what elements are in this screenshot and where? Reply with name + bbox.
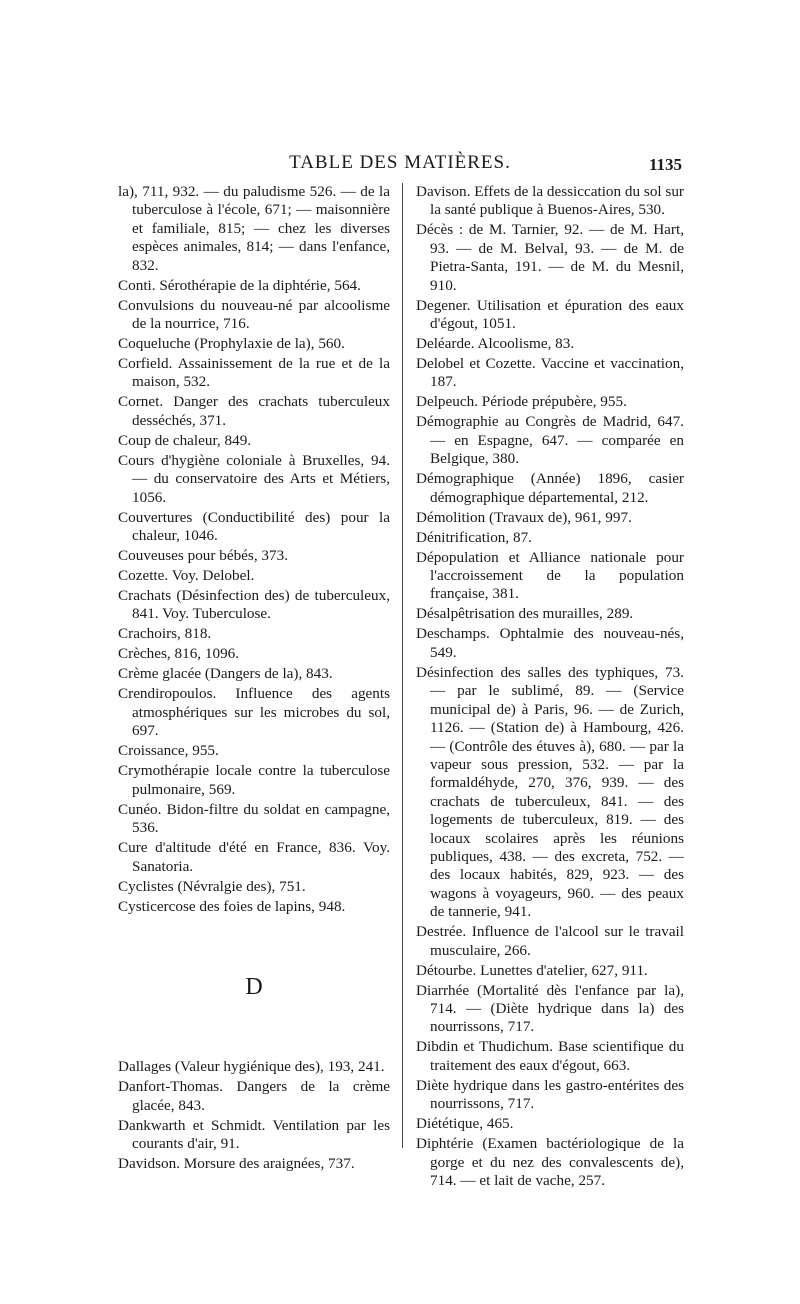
index-entry: Cornet. Danger des crachats tuberculeux desséchés, 371.	[118, 393, 390, 429]
index-entry: Davidson. Morsure des araignées, 737.	[118, 1155, 355, 1173]
index-entry: Décès : de M. Tarnier, 92. — de M. Hart, 93. — de M. Belval, 93. — de M. de Pietra-Santa, 191. — de M. du Mesnil, 910.	[416, 221, 684, 294]
page-number: 1135	[648, 155, 682, 174]
index-entry: Diphtérie (Examen bactériologique de la gorge et du nez des convalescents de), 714. — et lait de vache, 257.	[416, 1135, 684, 1189]
index-entry: Crachoirs, 818.	[118, 625, 212, 643]
index-entry: Danfort-Thomas. Dangers de la crème glacée, 843.	[118, 1078, 390, 1114]
index-entry: Diarrhée (Mortalité dès l'enfance par la), 714. — (Diète hydrique dans la) des nourrissons, 717.	[416, 981, 684, 1036]
index-entry: Delpeuch. Période prépubère, 955.	[416, 393, 627, 411]
index-entry: Dénitrification, 87.	[416, 528, 532, 546]
index-entry: Cure d'altitude d'été en France, 836. Voy. Sanatoria.	[118, 839, 390, 875]
index-entry: Couveuses pour bébés, 373.	[118, 547, 288, 565]
index-entry: Dallages (Valeur hygiénique des), 193, 241.	[118, 1058, 385, 1076]
left-entries-after	[118, 1058, 390, 1173]
index-entry: Convulsions du nouveau-né par alcoolisme de la nourrice, 716.	[118, 296, 390, 333]
index-entry: Crachats (Désinfection des) de tuberculeux, 841. Voy. Tuberculose.	[118, 587, 390, 623]
index-entry: Conti. Sérothérapie de la diphtérie, 564.	[118, 276, 361, 294]
section-letter: D	[245, 973, 263, 1000]
index-entry: Désalpêtrisation des murailles, 289.	[416, 605, 634, 623]
index-entry: Dépopulation et Alliance nationale pour l'accroissement de la population française, 381.	[416, 548, 684, 603]
index-entry: Diététique, 465.	[416, 1115, 514, 1133]
index-entry: Coqueluche (Prophylaxie de la), 560.	[118, 335, 345, 353]
index-entry: Destrée. Influence de l'alcool sur le travail musculaire, 266.	[416, 923, 684, 959]
index-entry: Crendiropoulos. Influence des agents atmosphériques sur les microbes du sol, 697.	[118, 685, 390, 740]
right-entries	[416, 183, 684, 1190]
index-entry: Deléarde. Alcoolisme, 83.	[416, 335, 575, 353]
running-header-title: TABLE DES MATIÈRES.	[289, 152, 511, 173]
index-entry: Davison. Effets de la dessiccation du sol sur la santé publique à Buenos-Aires, 530.	[416, 183, 684, 219]
index-entry: Démographique (Année) 1896, casier démographique départemental, 212.	[416, 470, 684, 506]
index-entry: Coup de chaleur, 849.	[118, 431, 252, 449]
index-entry: Cysticercose des foies de lapins, 948.	[118, 897, 346, 915]
index-entry: Dankwarth et Schmidt. Ventilation par les courants d'air, 91.	[118, 1116, 390, 1153]
index-entry: Cozette. Voy. Delobel.	[118, 567, 255, 585]
index-entry: la), 711, 932. — du paludisme 526. — de la tuberculose à l'école, 671; — maisonnière et familiale, 815; — chez les diverses espèces animales, 814; — dans l'enfance, 832.	[118, 183, 390, 274]
index-entry: Croissance, 955.	[118, 742, 219, 760]
index-entry: Couvertures (Conductibilité des) pour la chaleur, 1046.	[118, 508, 390, 545]
index-entry: Désinfection des salles des typhiques, 73. — par le sublimé, 89. — (Service municipal de) à Paris, 96. — de Zurich, 1126. — (Station de) à Hambourg, 426. — (Contrôle des étuves à), 680. — par la vapeur sous pression, 532. — par la formaldéhyde, 270, 376, 939. — des crachats de tuberculeux, 841. — des logements de tuberculeux, 819. — des locaux scolaires après les réunions publiques, 438. — des excreta, 752. — des locaux habités, 829, 923. — des wagons à voyageurs, 960. — des peaux de tannerie, 941.	[416, 663, 684, 921]
left-column	[118, 183, 390, 1175]
index-entry: Degener. Utilisation et épuration des eaux d'égout, 1051.	[416, 296, 684, 333]
index-entry: Corfield. Assainissement de la rue et de la maison, 532.	[118, 355, 390, 391]
left-entries-before	[118, 183, 390, 916]
right-column	[416, 183, 684, 1192]
index-entry: Diète hydrique dans les gastro-entérites des nourrissons, 717.	[416, 1076, 684, 1113]
index-entry: Démolition (Travaux de), 961, 997.	[416, 508, 632, 526]
index-entry: Crèches, 816, 1096.	[118, 645, 240, 663]
index-entry: Crymothérapie locale contre la tuberculose pulmonaire, 569.	[118, 762, 390, 798]
column-divider	[402, 183, 403, 1148]
index-entry: Deschamps. Ophtalmie des nouveau-nés, 549.	[416, 625, 684, 661]
index-entry: Cunéo. Bidon-filtre du soldat en campagne, 536.	[118, 800, 390, 837]
index-entry: Dibdin et Thudichum. Base scientifique du traitement des eaux d'égout, 663.	[416, 1038, 684, 1074]
index-entry: Démographie au Congrès de Madrid, 647. — en Espagne, 647. — comparée en Belgique, 380.	[416, 413, 684, 468]
index-entry: Détourbe. Lunettes d'atelier, 627, 911.	[416, 961, 648, 979]
index-entry: Cyclistes (Névralgie des), 751.	[118, 877, 306, 895]
index-entry: Crème glacée (Dangers de la), 843.	[118, 665, 333, 683]
index-entry: Cours d'hygiène coloniale à Bruxelles, 94. — du conservatoire des Arts et Métiers, 1056.	[118, 451, 390, 506]
index-entry: Delobel et Cozette. Vaccine et vaccination, 187.	[416, 355, 684, 391]
